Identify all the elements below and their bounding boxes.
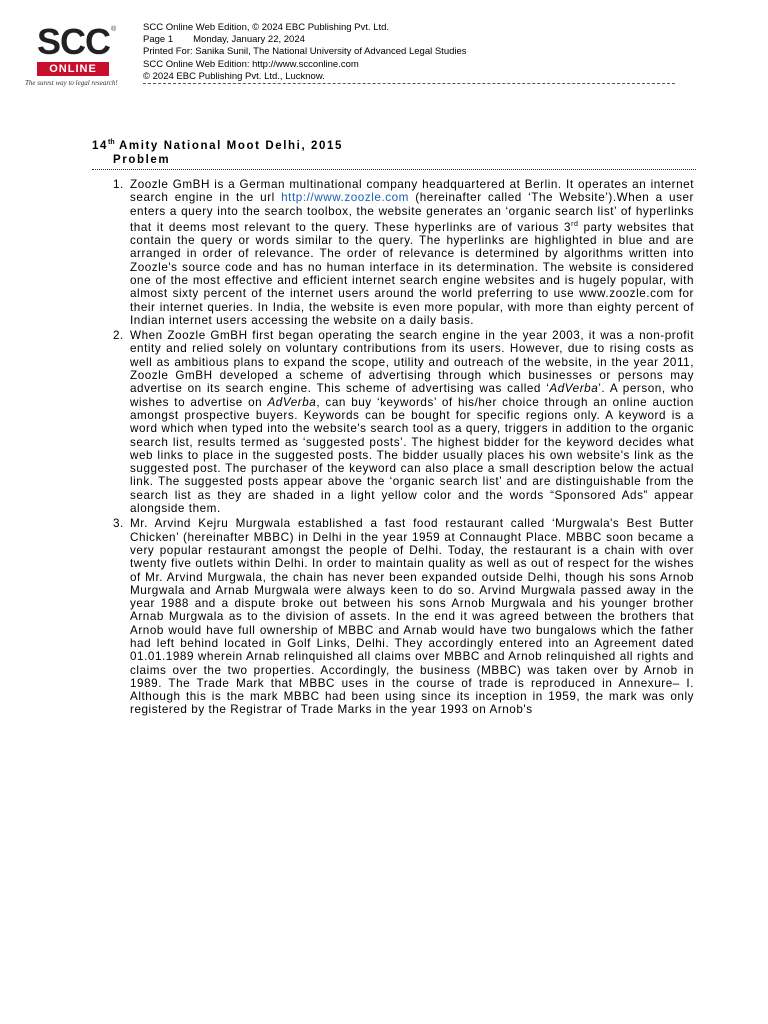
ordinal-superscript: rd bbox=[571, 220, 579, 228]
paragraph-number: 1. bbox=[113, 178, 124, 191]
paragraph-text: ’. A person, who wishes to advertise on bbox=[130, 382, 694, 409]
paragraph-number: 3. bbox=[113, 517, 124, 531]
paragraph-text: party websites that contain the query or words similar to the query. The hyperlinks are highlighted in blue and are arranged in order of relevance. The order of relevance is determined by algorithms written into Zoozle's source code and has no human interface in its determination. The website is considered one of the most effective and efficient internet search engine websites and is hugely popular, with almost sixty percent of the internet users around the world preferring to use www.zoozle.com for their internet queries. In India, the website is even more popular, with more than eighty percent of Indian internet users accessing the website on a daily basis. bbox=[130, 220, 694, 327]
logo-tagline: The surest way to legal research! bbox=[25, 79, 118, 87]
header-page-number: Page 1 bbox=[143, 34, 174, 46]
logo-brand: SCC bbox=[37, 21, 111, 62]
header-printed-for: Printed For: Sanika Sunil, The National University of Advanced Legal Studies bbox=[143, 46, 467, 58]
document-body bbox=[113, 178, 694, 719]
title-line-1 bbox=[92, 136, 343, 153]
scc-online-logo bbox=[25, 21, 131, 94]
print-header bbox=[143, 22, 467, 83]
title-line-2: Problem bbox=[113, 153, 171, 166]
header-web-edition-link[interactable]: SCC Online Web Edition: http://www.scconline.com bbox=[143, 58, 359, 70]
paragraph-number: 2. bbox=[113, 329, 124, 343]
adverba-term: AdVerba bbox=[267, 395, 317, 409]
header-divider bbox=[143, 83, 675, 84]
title-ordinal: th bbox=[108, 139, 115, 146]
header-copyright: © 2024 EBC Publishing Pvt. Ltd., Lucknow. bbox=[143, 70, 325, 82]
zoozle-url-link[interactable]: http://www.zoozle.com bbox=[281, 191, 409, 205]
paragraph-text: , can buy ‘keywords’ of his/her choice through an online auction amongst prospective buyers. Keywords can be bought for specific regions only. A keyword is a word which when typed into the website's search tool as a query, triggers in addition to the organic search list, results termed as ‘suggested posts’. The highest bidder for the keyword decides what web links to place in the suggested posts. The bidder usually places his own website's link as the suggested post. The purchaser of the keyword can also place a small description below the actual link. The suggested posts appear above the ‘organic search list’ and are distinguishable from the search list as they are shaded in a light yellow color and the words “Sponsored Ads” appear alongside them. bbox=[130, 395, 694, 516]
header-edition: SCC Online Web Edition, © 2024 EBC Publishing Pvt. Ltd. bbox=[143, 22, 390, 33]
adverba-term: AdVerba bbox=[549, 382, 599, 396]
paragraph-1 bbox=[113, 178, 694, 327]
logo-online-banner: ONLINE bbox=[37, 62, 109, 76]
title-divider bbox=[92, 169, 696, 170]
paragraph-text: Mr. Arvind Kejru Murgwala established a fast food restaurant called ‘Murgwala's Best Butter Chicken’ (hereinafter MBBC) in Delhi in the year 1959 at Connaught Place. MBBC soon became a very popular restaurant amongst the people of Delhi. Today, the restaurant is a chain with over twenty five outlets within Delhi. In order to maintain quality as well as out of respect for the wishes of Mr. Arvind Murgwala, the chain has never been expanded outside Delhi, though his sons Arnob Murgwala and Arnab Murgwala were always keen to do so. Arvind Murgwala passed away in the year 1988 and a dispute broke out between his sons Arnob Murgwala and his younger brother Arnab Murgwala as to the division of assets. In the end it was agreed between the brothers that Arnob would have full ownership of MBBC and Arnab would have two bungalows which the father had left behind located in Golf Links, Delhi. They accordingly entered into an Agreement dated 01.01.1989 wherein Arnab relinquished all claims over MBBC and Arnob relinquished all rights and claims over the two properties. Accordingly, the business (MBBC) was taken over by Arnob in 1989. The Trade Mark that MBBC uses in the course of trade is reproduced in Annexure– I. Although this is the mark MBBC had been using since its inception in 1959, the mark was only registered by the Registrar of Trade Marks in the year 1993 on Arnob's bbox=[130, 517, 694, 717]
title-number: 14 bbox=[92, 139, 108, 152]
paragraph-text: Zoozle GmBH is a German multinational company headquartered at Berlin. It operates an internet search engine in the url bbox=[130, 178, 694, 205]
paragraph-text: When Zoozle GmBH first began operating the search engine in the year 2003, it was a non-profit entity and relied solely on voluntary contributions from its users. However, due to rising costs as well as ambitious plans to expand the scope, utility and outreach of the website, in the year 2011, Zoozle GmBH developed a scheme of advertising through which businesses or persons may advertise on its search engine. This scheme of advertising was called ‘ bbox=[130, 329, 694, 396]
paragraph-2 bbox=[113, 329, 694, 515]
header-date: Monday, January 22, 2024 bbox=[193, 34, 305, 46]
logo-registered-mark: ® bbox=[111, 26, 117, 33]
title-text: Amity National Moot Delhi, 2015 bbox=[114, 139, 344, 152]
document-title bbox=[92, 136, 343, 167]
paragraph-text: (hereinafter called ‘The Website’).When a user enters a query into the search toolbox, the website generates an ‘organic search list’ of hyperlinks that it deems most relevant to the query. These hyperlinks are of various 3 bbox=[130, 191, 694, 234]
header-page-line bbox=[143, 34, 467, 46]
paragraph-3 bbox=[113, 517, 694, 716]
